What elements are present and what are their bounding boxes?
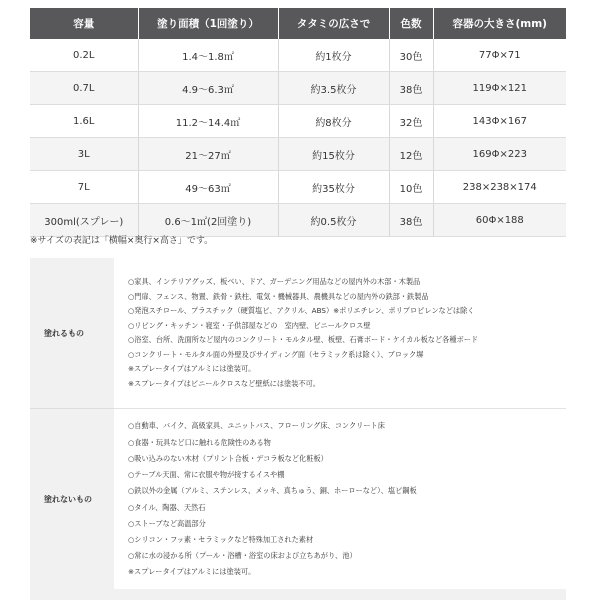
can-paint-row: [30, 258, 566, 409]
list-item: ※スプレータイプはアルミには塗装可。: [128, 567, 256, 577]
header-coverage: 塗り面積（1回塗り）: [138, 8, 278, 39]
list-item: ○吸い込みのない木材（プリント合板・デコラ板など化粧板）: [128, 453, 328, 463]
can-paint-list: [114, 275, 566, 391]
table-row: [30, 171, 566, 204]
cell-container-size: 238×238×174: [433, 171, 566, 204]
next-section-bar: [30, 589, 566, 600]
list-item: ○コンクリート・モルタル面の外壁及びサイディング面（セラミック系は除く）、ブロック塀: [128, 349, 424, 359]
list-item: ○自動車、バイク、高級家具、ユニットバス、フローリング床、コンクリート床: [128, 421, 385, 431]
header-capacity: 容量: [30, 8, 138, 39]
cell-tatami: 約15枚分: [278, 138, 389, 171]
cell-coverage: 1.4〜1.8㎡: [138, 39, 278, 72]
cell-coverage: 21〜27㎡: [138, 138, 278, 171]
list-item: ※スプレータイプはビニールクロスなど壁紙には塗装不可。: [128, 378, 320, 388]
table-row: [30, 39, 566, 72]
table-row: [30, 72, 566, 105]
cannot-paint-content: [114, 409, 566, 591]
cell-capacity: 1.6L: [30, 105, 138, 138]
list-item: ○門扉、フェンス、物置、鉄骨・鉄柱、電気・機械器具、農機具などの屋内外の鉄部・鉄製品: [128, 291, 429, 301]
list-item: ○シリコン・フッ素・セラミックなど特殊加工された素材: [128, 534, 314, 544]
cell-colors: 10色: [389, 171, 433, 204]
cell-capacity: 3L: [30, 138, 138, 171]
size-note: ※サイズの表記は「横幅×奥行×高さ」です。: [30, 236, 214, 246]
cell-capacity: 7L: [30, 171, 138, 204]
cell-tatami: 約0.5枚分: [278, 204, 389, 237]
cell-tatami: 約8枚分: [278, 105, 389, 138]
cell-tatami: 約35枚分: [278, 171, 389, 204]
header-colors: 色数: [389, 8, 433, 39]
table-row: [30, 204, 566, 237]
cell-capacity: 300ml(スプレー): [30, 204, 138, 237]
cell-colors: 38色: [389, 72, 433, 105]
cell-container-size: 143Φ×167: [433, 105, 566, 138]
cell-container-size: 169Φ×223: [433, 138, 566, 171]
cell-coverage: 49〜63㎡: [138, 171, 278, 204]
cell-capacity: 0.2L: [30, 39, 138, 72]
table-row: [30, 105, 566, 138]
list-item: ○食器・玩具など口に触れる危険性のある物: [128, 437, 271, 447]
list-item: ※スプレータイプはアルミには塗装可。: [128, 364, 256, 373]
header-tatami: タタミの広さで: [278, 8, 389, 39]
spec-header-row: [30, 8, 566, 39]
cell-colors: 12色: [389, 138, 433, 171]
cell-coverage: 0.6〜1㎡(2回塗り): [138, 204, 278, 237]
header-container-size: 容器の大きさ(mm): [433, 8, 566, 39]
list-item: ○家具、インテリアグッズ、板べい、ドア、ガーデニング用品などの屋内外の木部・木製品: [128, 277, 421, 286]
list-item: ○発泡スチロール、プラスチック（硬質塩ビ、アクリル、ABS）※ポリエチレン、ポリプロピレンなどは除く: [128, 306, 475, 315]
list-item: ○リビング・キッチン・寝室・子供部屋などの 室内壁、ビニールクロス壁: [128, 320, 371, 330]
cannot-paint-list: [114, 418, 566, 580]
table-row: [30, 138, 566, 171]
cell-colors: 38色: [389, 204, 433, 237]
cell-colors: 32色: [389, 105, 433, 138]
cell-container-size: 119Φ×121: [433, 72, 566, 105]
can-paint-content: [114, 258, 566, 409]
cannot-paint-label: 塗れないもの: [30, 409, 114, 591]
cell-capacity: 0.7L: [30, 72, 138, 105]
cell-container-size: 77Φ×71: [433, 39, 566, 72]
cell-colors: 30色: [389, 39, 433, 72]
list-item: ○浴室、台所、洗面所など屋内のコンクリート・モルタル壁、板壁、石膏ボード・ケイカル板など各種ボード: [128, 335, 479, 344]
usage-table: [30, 258, 566, 591]
can-paint-label: 塗れるもの: [30, 258, 114, 409]
list-item: ○常に水の浸かる所（プール・浴槽・浴室の床および立ちあがり、池）: [128, 551, 357, 561]
list-item: ○テーブル天面、常に衣服や物が接するイスや棚: [128, 470, 285, 480]
list-item: ○ストーブなど高温部分: [128, 518, 206, 528]
list-item: ○タイル、陶器、天然石: [128, 502, 206, 512]
spec-table: [30, 8, 566, 237]
cell-coverage: 4.9〜6.3㎡: [138, 72, 278, 105]
list-item: ○鉄以外の金属（アルミ、ステンレス、メッキ、真ちゅう、銅、ホーローなど）、塩ビ鋼板: [128, 486, 417, 496]
cell-tatami: 約3.5枚分: [278, 72, 389, 105]
cell-coverage: 11.2〜14.4㎡: [138, 105, 278, 138]
cell-container-size: 60Φ×188: [433, 204, 566, 237]
cannot-paint-row: [30, 409, 566, 591]
cell-tatami: 約1枚分: [278, 39, 389, 72]
